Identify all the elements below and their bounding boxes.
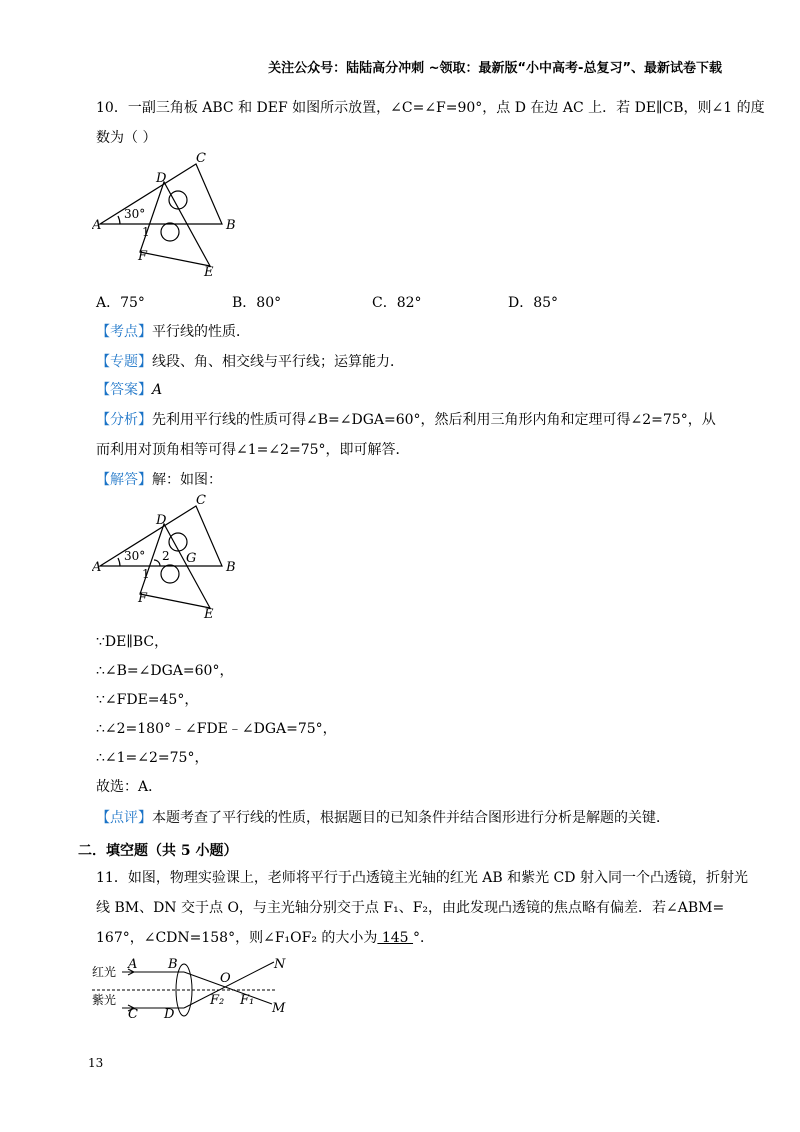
sol-label-F: F	[138, 591, 148, 606]
jieda-text: 解：如图：	[152, 472, 222, 488]
sol-angle-2: 2	[162, 549, 170, 563]
q11-label-N: N	[274, 957, 286, 972]
zhuanti-text: 线段、角、相交线与平行线；运算能力．	[152, 354, 404, 370]
purple-light-label: 紫光	[92, 993, 117, 1007]
q10-label-F: F	[138, 249, 148, 264]
jieda-tag: 【解答】	[96, 472, 152, 488]
fenxi-tag: 【分析】	[96, 412, 152, 428]
daan-tag: 【答案】	[96, 382, 152, 398]
daan-text: A	[152, 382, 163, 398]
q10-label-D: D	[156, 171, 167, 186]
sol-label-C: C	[196, 494, 206, 508]
q11-line1: 11．如图，物理实验课上，老师将平行于凸透镜主光轴的红光 AB 和紫光 CD 射入同一个凸透镜，折射光	[96, 870, 748, 886]
q10-figure	[92, 152, 252, 282]
q10-step-6: 故选：A．	[96, 779, 163, 795]
q11-label-M: M	[272, 1001, 286, 1016]
dianping-text: 本题考查了平行线的性质，根据题目的已知条件并结合图形进行分析是解题的关键．	[152, 810, 670, 826]
q10-stem-line1: 10．一副三角板 ABC 和 DEF 如图所示放置，∠C=∠F=90°，点 D 在边 AC 上．若 DE∥CB，则∠1 的度	[96, 100, 765, 116]
q10-angle-30: 30°	[124, 207, 146, 221]
q10-option-a: A．75°	[96, 295, 145, 311]
q10-option-b: B．80°	[232, 295, 282, 311]
q10-fenxi-line2: 而利用对顶角相等可得∠1=∠2=75°，即可解答．	[96, 442, 410, 458]
q10-stem-line2: 数为（ ）	[96, 130, 157, 146]
q11-label-F2: F₂	[210, 993, 225, 1008]
q11-figure	[92, 956, 292, 1020]
sol-angle-30: 30°	[124, 549, 146, 563]
q11-line3	[96, 928, 434, 948]
sol-label-D: D	[156, 513, 167, 528]
q10-dianping	[96, 808, 670, 828]
sol-label-A: A	[92, 560, 102, 575]
q10-option-c: C．82°	[372, 295, 422, 311]
q11-answer: 145	[377, 930, 414, 946]
q11-line3-b: °．	[413, 930, 435, 946]
sol-label-E: E	[204, 607, 214, 622]
q10-solution-figure	[92, 494, 252, 624]
q11-label-D: D	[164, 1007, 175, 1020]
kaodian-text: 平行线的性质．	[152, 324, 250, 340]
q10-step-4: ∴∠2=180°﹣∠FDE﹣∠DGA=75°，	[96, 721, 337, 737]
q10-kaodian	[96, 322, 250, 342]
q10-step-2: ∴∠B=∠DGA=60°，	[96, 663, 234, 679]
q10-label-E: E	[204, 265, 214, 280]
q10-step-1: ∵DE∥BC，	[96, 634, 169, 650]
sol-label-G: G	[186, 551, 197, 566]
q10-label-A: A	[92, 218, 102, 233]
red-light-label: 红光	[92, 965, 117, 979]
q10-angle-1: 1	[142, 225, 150, 239]
q10-option-d: D．85°	[508, 295, 559, 311]
q10-step-5: ∴∠1=∠2=75°，	[96, 750, 209, 766]
section-title: 二．填空题（共 5 小题）	[78, 843, 238, 859]
dianping-tag: 【点评】	[96, 810, 152, 826]
q11-line3-a: 167°，∠CDN=158°，则∠F₁OF₂ 的大小为	[96, 930, 378, 946]
sol-label-B: B	[226, 560, 236, 575]
page-header: 关注公众号：陆陆高分冲刺 ~领取：最新版“小中高考-总复习”、最新试卷下载	[268, 61, 722, 76]
q11-label-C: C	[128, 1007, 138, 1020]
q10-fenxi-line1	[96, 410, 716, 430]
q10-label-C: C	[196, 152, 206, 166]
fenxi-text1: 先利用平行线的性质可得∠B=∠DGA=60°，然后利用三角形内角和定理可得∠2=75°，从	[152, 412, 716, 428]
sol-angle-1: 1	[142, 567, 150, 581]
zhuanti-tag: 【专题】	[96, 354, 152, 370]
q10-label-B: B	[226, 218, 236, 233]
q11-line2: 线 BM、DN 交于点 O，与主光轴分别交于点 F₁、F₂，由此发现凸透镜的焦点略有偏差．若∠ABM=	[96, 900, 725, 916]
q11-label-O: O	[220, 971, 231, 986]
q10-jieda	[96, 470, 222, 490]
q11-label-B: B	[168, 957, 178, 972]
q10-daan	[96, 380, 162, 400]
q10-zhuanti	[96, 352, 404, 372]
page-number: 13	[88, 1056, 104, 1070]
kaodian-tag: 【考点】	[96, 324, 152, 340]
q10-step-3: ∵∠FDE=45°，	[96, 692, 199, 708]
q11-label-A: A	[128, 957, 138, 972]
q11-label-F1: F₁	[240, 993, 255, 1008]
